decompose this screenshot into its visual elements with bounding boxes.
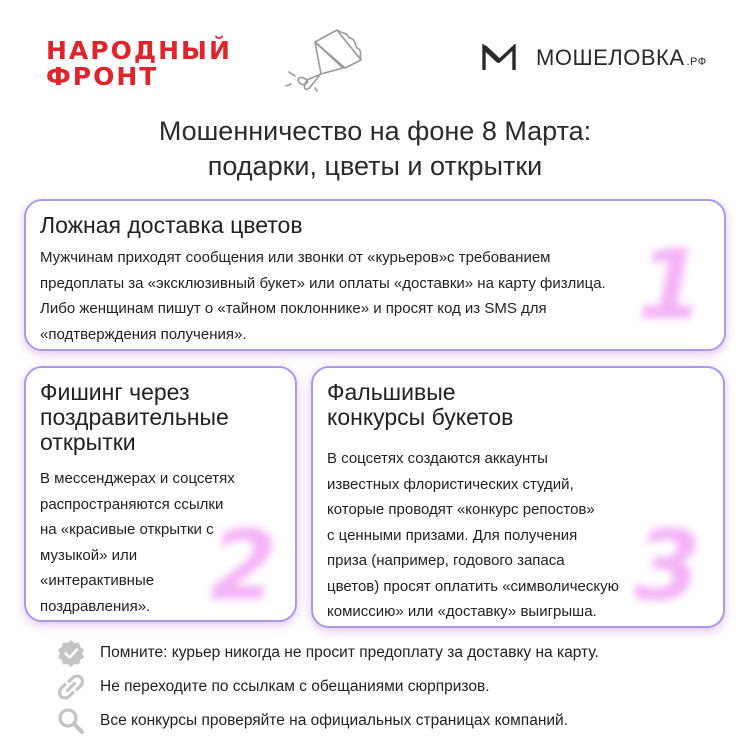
tip-text: Не переходите по ссылкам с обещаниями сюрпризов. [100, 678, 490, 695]
card-title-line: Ложная доставка цветов [40, 212, 303, 238]
title-line-1: Мошенничество на фоне 8 Марта: [158, 116, 592, 146]
logo-line-2: ФРОНТ [46, 62, 159, 91]
card-text-line: «подтверждения получения». [40, 325, 247, 343]
card-text-line: комиссию» или «доставку» выигрыша. [327, 603, 597, 620]
page-title [0, 114, 750, 184]
card-text-line: распространяются ссылки [40, 495, 224, 513]
tip-item [56, 638, 599, 668]
narodny-front-logo [46, 38, 232, 90]
card-text-line: предоплаты за «эксклюзивный букет» или оплаты «доставки» на карту физлица. [40, 274, 606, 292]
card-text-line: Либо женщинам пишут о «тайном поклоннике» и просят код из SMS для [40, 300, 547, 317]
tip-text: Помните: курьер никогда не просит предоплату за доставку на карту. [100, 644, 599, 661]
card-title-line: Фишинг через [40, 379, 190, 405]
card-text [327, 446, 619, 625]
check-badge-icon [56, 638, 86, 668]
card-number: 1 [637, 229, 704, 341]
tip-item [56, 672, 490, 702]
card-text-line: Мужчинам приходят сообщения или звонки от «курьеров»с требованием [40, 249, 551, 266]
mosholovka-name: МОШЕЛОВКА [536, 45, 685, 70]
logo-line-1: НАРОДНЫЙ [46, 36, 232, 65]
card-text-line: на «красивые открытки с [40, 521, 214, 538]
card-text-line: музыкой» или [40, 546, 138, 564]
card-text-line: В соцсетях создаются аккаунты [327, 450, 548, 467]
card-phishing-postcards [24, 366, 297, 622]
card-title-line: Фальшивые [327, 379, 456, 405]
mosholovka-logo [482, 44, 707, 72]
mosholovka-wordmark [536, 45, 707, 71]
card-fake-flower-delivery [24, 199, 726, 351]
card-text-line: цветов) просят оплатить «символическую [327, 577, 619, 595]
tip-text: Все конкурсы проверяйте на официальных страницах компаний. [100, 712, 569, 729]
card-text-line: поздравления». [40, 597, 151, 615]
card-title [327, 380, 513, 430]
card-title-line: открытки [40, 429, 136, 455]
mosholovka-mark-icon [482, 44, 516, 72]
mosholovka-suffix: .РФ [686, 56, 707, 68]
card-text-line: приза (например, годового запаса [327, 552, 565, 569]
card-number: 3 [634, 510, 701, 622]
magnifier-icon [56, 706, 86, 736]
card-text-line: В мессенджерах и соцсетях [40, 470, 235, 487]
card-title [40, 213, 303, 238]
title-line-2: подарки, цветы и открытки [207, 151, 543, 181]
card-number: 2 [210, 510, 277, 622]
card-text-line: «интерактивные [40, 572, 155, 589]
card-fake-bouquet-contests [311, 366, 725, 628]
card-text-line: известных флористических студий, [327, 475, 574, 493]
card-text-line: которые проводят «конкурс репостов» [327, 501, 595, 518]
card-title [40, 380, 229, 455]
card-text-line: с ценными призами. Для получения [327, 526, 578, 544]
card-text [40, 245, 606, 347]
bouquet-icon [285, 28, 365, 92]
card-title-line: поздравительные [40, 404, 229, 430]
card-title-line: конкурсы букетов [327, 404, 514, 430]
card-text [40, 466, 235, 619]
tip-item [56, 706, 568, 736]
link-icon [56, 672, 86, 702]
